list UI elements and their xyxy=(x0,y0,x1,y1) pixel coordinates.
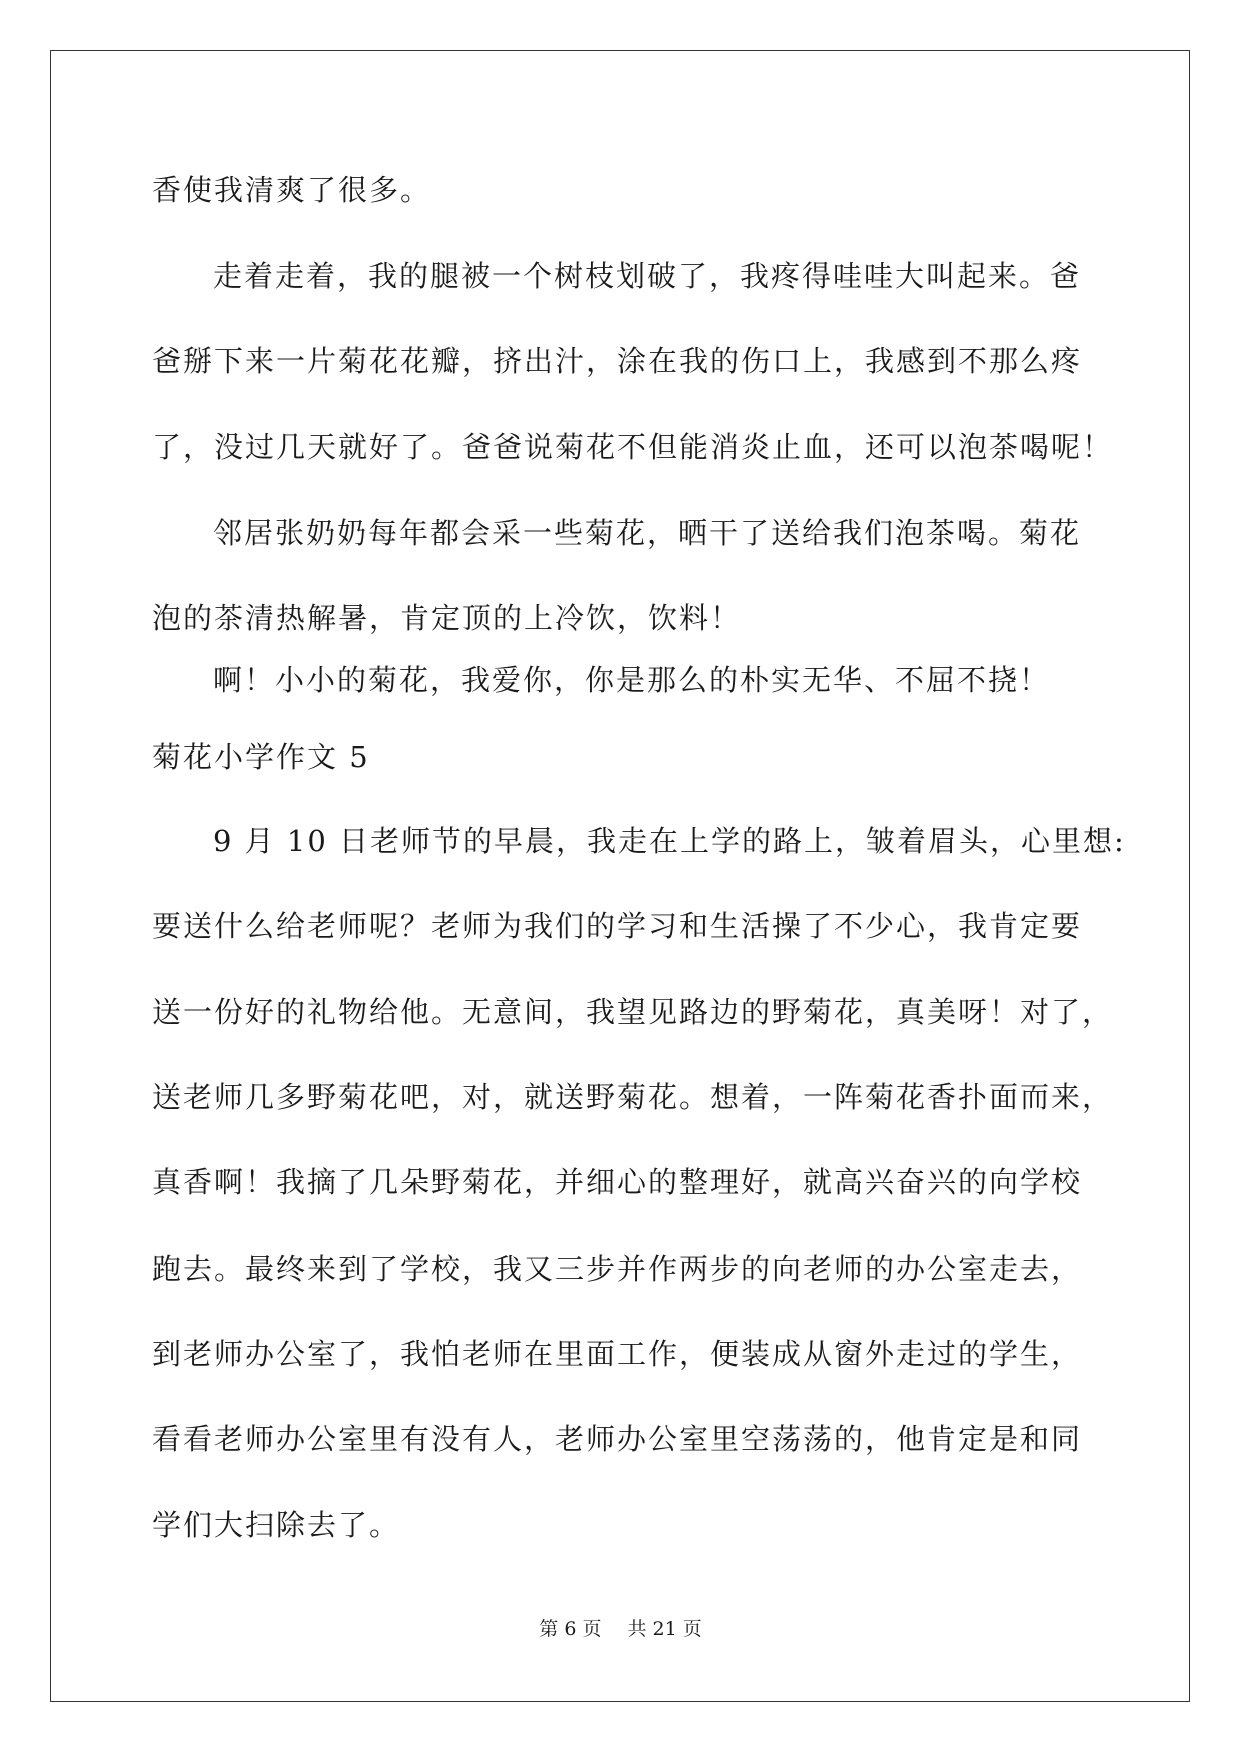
paragraph-start-line: 邻居张奶奶每年都会采一些菊花，晒干了送给我们泡茶喝。菊花 xyxy=(213,516,1082,550)
page-footer xyxy=(0,1617,1241,1641)
text-line: 要送什么给老师呢？老师为我们的学习和生活操了不少心，我肯定要 xyxy=(152,909,1083,943)
page-number: 第 6 页 xyxy=(539,1618,602,1640)
paragraph-start-line: 9 月 10 日老师节的早晨，我走在上学的路上，皱着眉头，心里想: xyxy=(213,824,1126,858)
paragraph-start-line: 啊！小小的菊花，我爱你，你是那么的朴实无华、不屈不挠！ xyxy=(213,663,1051,697)
paragraph-start-line: 走着走着，我的腿被一个树枝划破了，我疼得哇哇大叫起来。爸 xyxy=(213,259,1082,293)
text-line: 看看老师办公室里有没有人，老师办公室里空荡荡的，他肯定是和同 xyxy=(152,1422,1083,1456)
text-line: 了，没过几天就好了。爸爸说菊花不但能消炎止血，还可以泡茶喝呢！ xyxy=(152,430,1114,464)
text-line: 真香啊！我摘了几朵野菊花，并细心的整理好，就高兴奋兴的向学校 xyxy=(152,1165,1083,1199)
text-line: 送老师几多野菊花吧，对，就送野菊花。想着，一阵菊花香扑面而来， xyxy=(152,1080,1114,1114)
page-total: 共 21 页 xyxy=(627,1618,702,1640)
text-line: 跑去。最终来到了学校，我又三步并作两步的向老师的办公室走去， xyxy=(152,1252,1083,1286)
section-heading: 菊花小学作文 5 xyxy=(152,740,370,774)
text-line: 香使我清爽了很多。 xyxy=(152,173,432,207)
text-line: 学们大扫除去了。 xyxy=(152,1508,401,1542)
text-line: 爸掰下来一片菊花花瓣，挤出汁，涂在我的伤口上，我感到不那么疼 xyxy=(152,344,1083,378)
text-line: 送一份好的礼物给他。无意间，我望见路边的野菊花，真美呀！对了， xyxy=(152,995,1114,1029)
text-line: 到老师办公室了，我怕老师在里面工作，便装成从窗外走过的学生， xyxy=(152,1337,1083,1371)
text-line: 泡的茶清热解暑，肯定顶的上冷饮，饮料！ xyxy=(152,601,742,635)
